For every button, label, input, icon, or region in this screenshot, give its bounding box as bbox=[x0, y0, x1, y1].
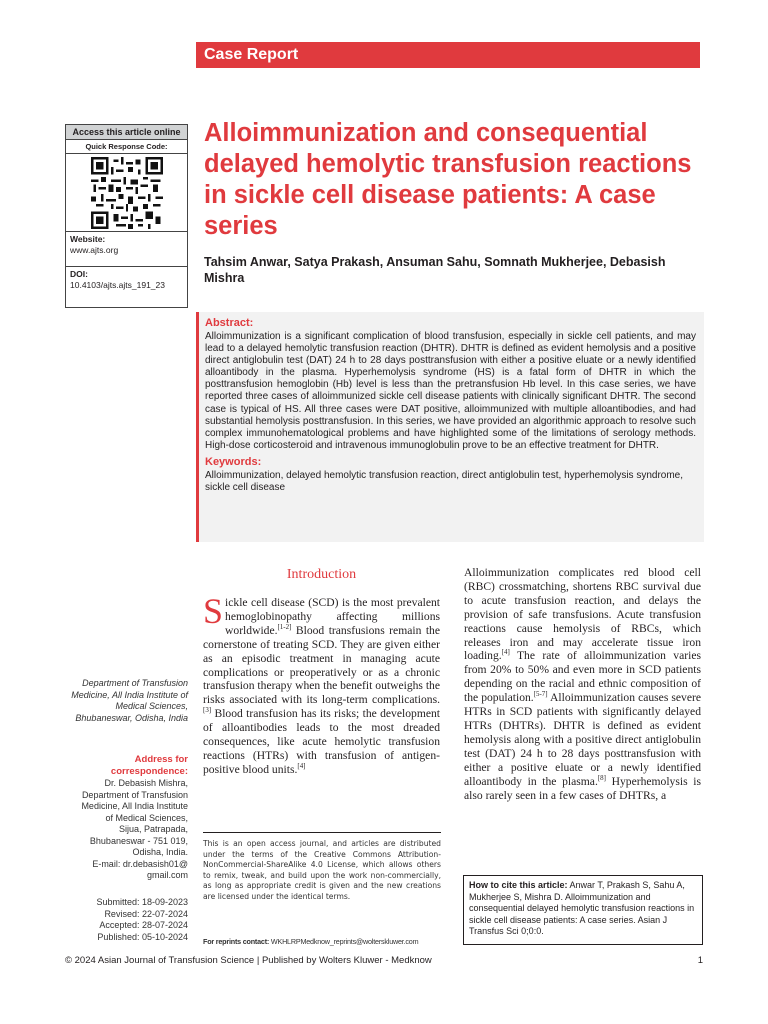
date-submitted: Submitted: 18-09-2023 bbox=[96, 897, 188, 907]
date-accepted: Accepted: 28-07-2024 bbox=[99, 920, 188, 930]
citation-box bbox=[463, 875, 703, 945]
date-published: Published: 05-10-2024 bbox=[97, 931, 188, 942]
drop-cap: S bbox=[203, 591, 224, 631]
page-footer bbox=[65, 955, 703, 967]
access-article-box bbox=[65, 124, 188, 308]
page-number: 1 bbox=[697, 955, 703, 966]
correspondence-line: of Medical Sciences, bbox=[105, 812, 188, 823]
article-dates bbox=[62, 897, 188, 943]
cite-label: How to cite this article: bbox=[469, 880, 568, 890]
intro-text: The rate of alloimmunization varies from 20% to 50% and even more in SCD patients depending on the racial and ethnic composition of the population. bbox=[464, 649, 701, 705]
qr-code-icon[interactable] bbox=[91, 157, 163, 229]
citation-ref[interactable]: [1-2] bbox=[277, 622, 292, 631]
intro-text: Blood transfusions remain the cornerstone of treating SCD. They are given either as an episodic treatment in managing acute complications or preoperatively or as a chronic transfusion therapy when the benefit outweighs the risks associated with its long-term complications. bbox=[203, 623, 440, 707]
body-column-right bbox=[464, 566, 701, 802]
correspondence-heading: Address for correspondence: bbox=[110, 754, 188, 777]
abstract-panel bbox=[196, 312, 704, 542]
citation-ref[interactable]: [4] bbox=[501, 648, 510, 657]
website-label: Website: bbox=[70, 234, 106, 244]
reprints-email[interactable]: WKHLRPMedknow_reprints@wolterskluwer.com bbox=[269, 937, 419, 946]
correspondence-line: Department of Transfusion bbox=[81, 789, 188, 800]
cite-text: Anwar T, Prakash S, Sahu A, Mukherjee S, Mishra D. Alloimmunization and consequential delayed hemolytic transfusion reactions in sickle cell disease patients: A case series. Asian J Transfus Sci 0;0:0. bbox=[469, 880, 695, 936]
citation-ref[interactable]: [3] bbox=[203, 706, 212, 715]
citation-ref[interactable]: [8] bbox=[597, 773, 606, 782]
article-type-banner: Case Report bbox=[196, 42, 700, 68]
intro-text: Alloimmunization complicates red blood cell (RBC) crossmatching, shortens RBC survival due to acute transfusion reaction, and delays the provision of safe transfusions. Acute transfusion reactions cause hemolysis of RBCs, which releases iron and may accelerate tissue iron loading. bbox=[464, 566, 701, 663]
affiliation: Department of Transfusion Medicine, All India Institute of Medical Sciences, Bhubaneswar, Odisha, India bbox=[71, 678, 188, 723]
body-column-left bbox=[203, 566, 440, 777]
correspondence-email[interactable]: gmail.com bbox=[146, 870, 188, 880]
open-access-notice: This is an open access journal, and articles are distributed under the terms of the Creative Commons Attribution-NonCommercial-ShareAlike 4.0 License, which allows others to remix, tweak, and build upon the work non-commercially, as long as appropriate credit is given and the new creations are licensed under the identical terms. bbox=[203, 832, 441, 903]
citation-ref[interactable]: [5-7] bbox=[533, 690, 548, 699]
abstract-heading: Abstract: bbox=[205, 317, 254, 329]
intro-text: Alloimmunization causes severe HTRs in SCD patients with significantly delayed HTRs (DHTRs). DHTR is defined as evident hemolysis along with a positive direct antiglobulin test (DAT) 24 h to 28 days posttransfusion with either a positive eluate or a newly identified alloantibody in the plasma. bbox=[464, 691, 701, 788]
website-link[interactable]: www.ajts.org bbox=[70, 245, 119, 255]
date-revised: Revised: 22-07-2024 bbox=[104, 908, 188, 919]
website-block bbox=[66, 232, 187, 267]
qr-code-label: Quick Response Code: bbox=[66, 140, 187, 154]
intro-text: Hyperhemolysis is also rarely seen in a few cases of DHTRs, a bbox=[464, 774, 701, 802]
doi-block bbox=[66, 267, 187, 302]
access-box-title: Access this article online bbox=[66, 125, 187, 140]
doi-link[interactable]: 10.4103/ajts.ajts_191_23 bbox=[70, 280, 165, 290]
correspondence-line: Odisha, India. bbox=[132, 847, 188, 857]
intro-paragraph-2 bbox=[464, 566, 701, 802]
keywords-text: Alloimmunization, delayed hemolytic transfusion reaction, direct antiglobulin test, hyperhemolysis syndrome, sickle cell disease bbox=[205, 469, 684, 494]
correspondence-block bbox=[62, 754, 188, 882]
author-list: Tahsim Anwar, Satya Prakash, Ansuman Sahu, Somnath Mukherjee, Debasish Mishra bbox=[204, 255, 666, 285]
reprints-label: For reprints contact: bbox=[203, 937, 270, 946]
correspondence-line: Sijua, Patrapada, bbox=[118, 824, 188, 834]
qr-code-area bbox=[66, 154, 187, 232]
footer-copyright: © 2024 Asian Journal of Transfusion Science | Published by Wolters Kluwer - Medknow bbox=[65, 955, 432, 966]
citation-ref[interactable]: [4] bbox=[297, 762, 306, 771]
reprints-contact bbox=[203, 937, 441, 946]
correspondence-line: Medicine, All India Institute bbox=[81, 801, 188, 811]
correspondence-line: Dr. Debasish Mishra, bbox=[104, 778, 188, 788]
keywords-heading: Keywords: bbox=[205, 455, 262, 468]
doi-label: DOI: bbox=[70, 269, 88, 279]
abstract-text: Alloimmunization is a significant complication of blood transfusion, especially in sickle cell patients, and may lead to a delayed hemolytic transfusion reaction (DHTR). DHTR is defined as evident hemolysis and a positive direct antiglobulin test (DAT) 24 h to 28 days posttransfusion with either a positive eluate or a newly identified alloantibody in the plasma. Hyperhemolysis syndrome (HS) is a fatal form of DHTR in which the posttransfusion hemoglobin (Hb) level is less than the pretransfusion Hb level. In this case series, we have reported three cases of alloimmunized sickle cell disease patients with clinically significant DHTR. The second case is typical of HS. All three cases were DAT positive, alloimmunized with multiple alloantibodies, and had substantial hemolysis posttransfusion. In this series, we have provided an algorithmic approach to resolve such complex immunohematological problems and have highlighted some of the limitations of serology methods. High-dose corticosteroid and intravenous immunoglobulin prove to be an effective treatment for DHTR. bbox=[205, 331, 696, 451]
article-title: Alloimmunization and consequential delayed hemolytic transfusion reactions in sickle cell disease patients: A case series bbox=[204, 119, 692, 240]
intro-text: Blood transfusion has its risks; the development of alloantibodies leads to the most dreaded consequences, like acute hemolytic transfusion reactions (HTRs) with transfusion of antigen-positive blood units. bbox=[203, 707, 440, 776]
correspondence-line: Bhubaneswar - 751 019, bbox=[89, 835, 188, 846]
intro-paragraph-1 bbox=[203, 591, 440, 777]
introduction-heading: Introduction bbox=[286, 567, 357, 582]
intro-text: ickle cell disease (SCD) is the most prevalent hemoglobinopathy affecting millions worldwide. bbox=[225, 596, 440, 637]
correspondence-email[interactable]: E-mail: dr.debasish01@ bbox=[92, 858, 188, 869]
